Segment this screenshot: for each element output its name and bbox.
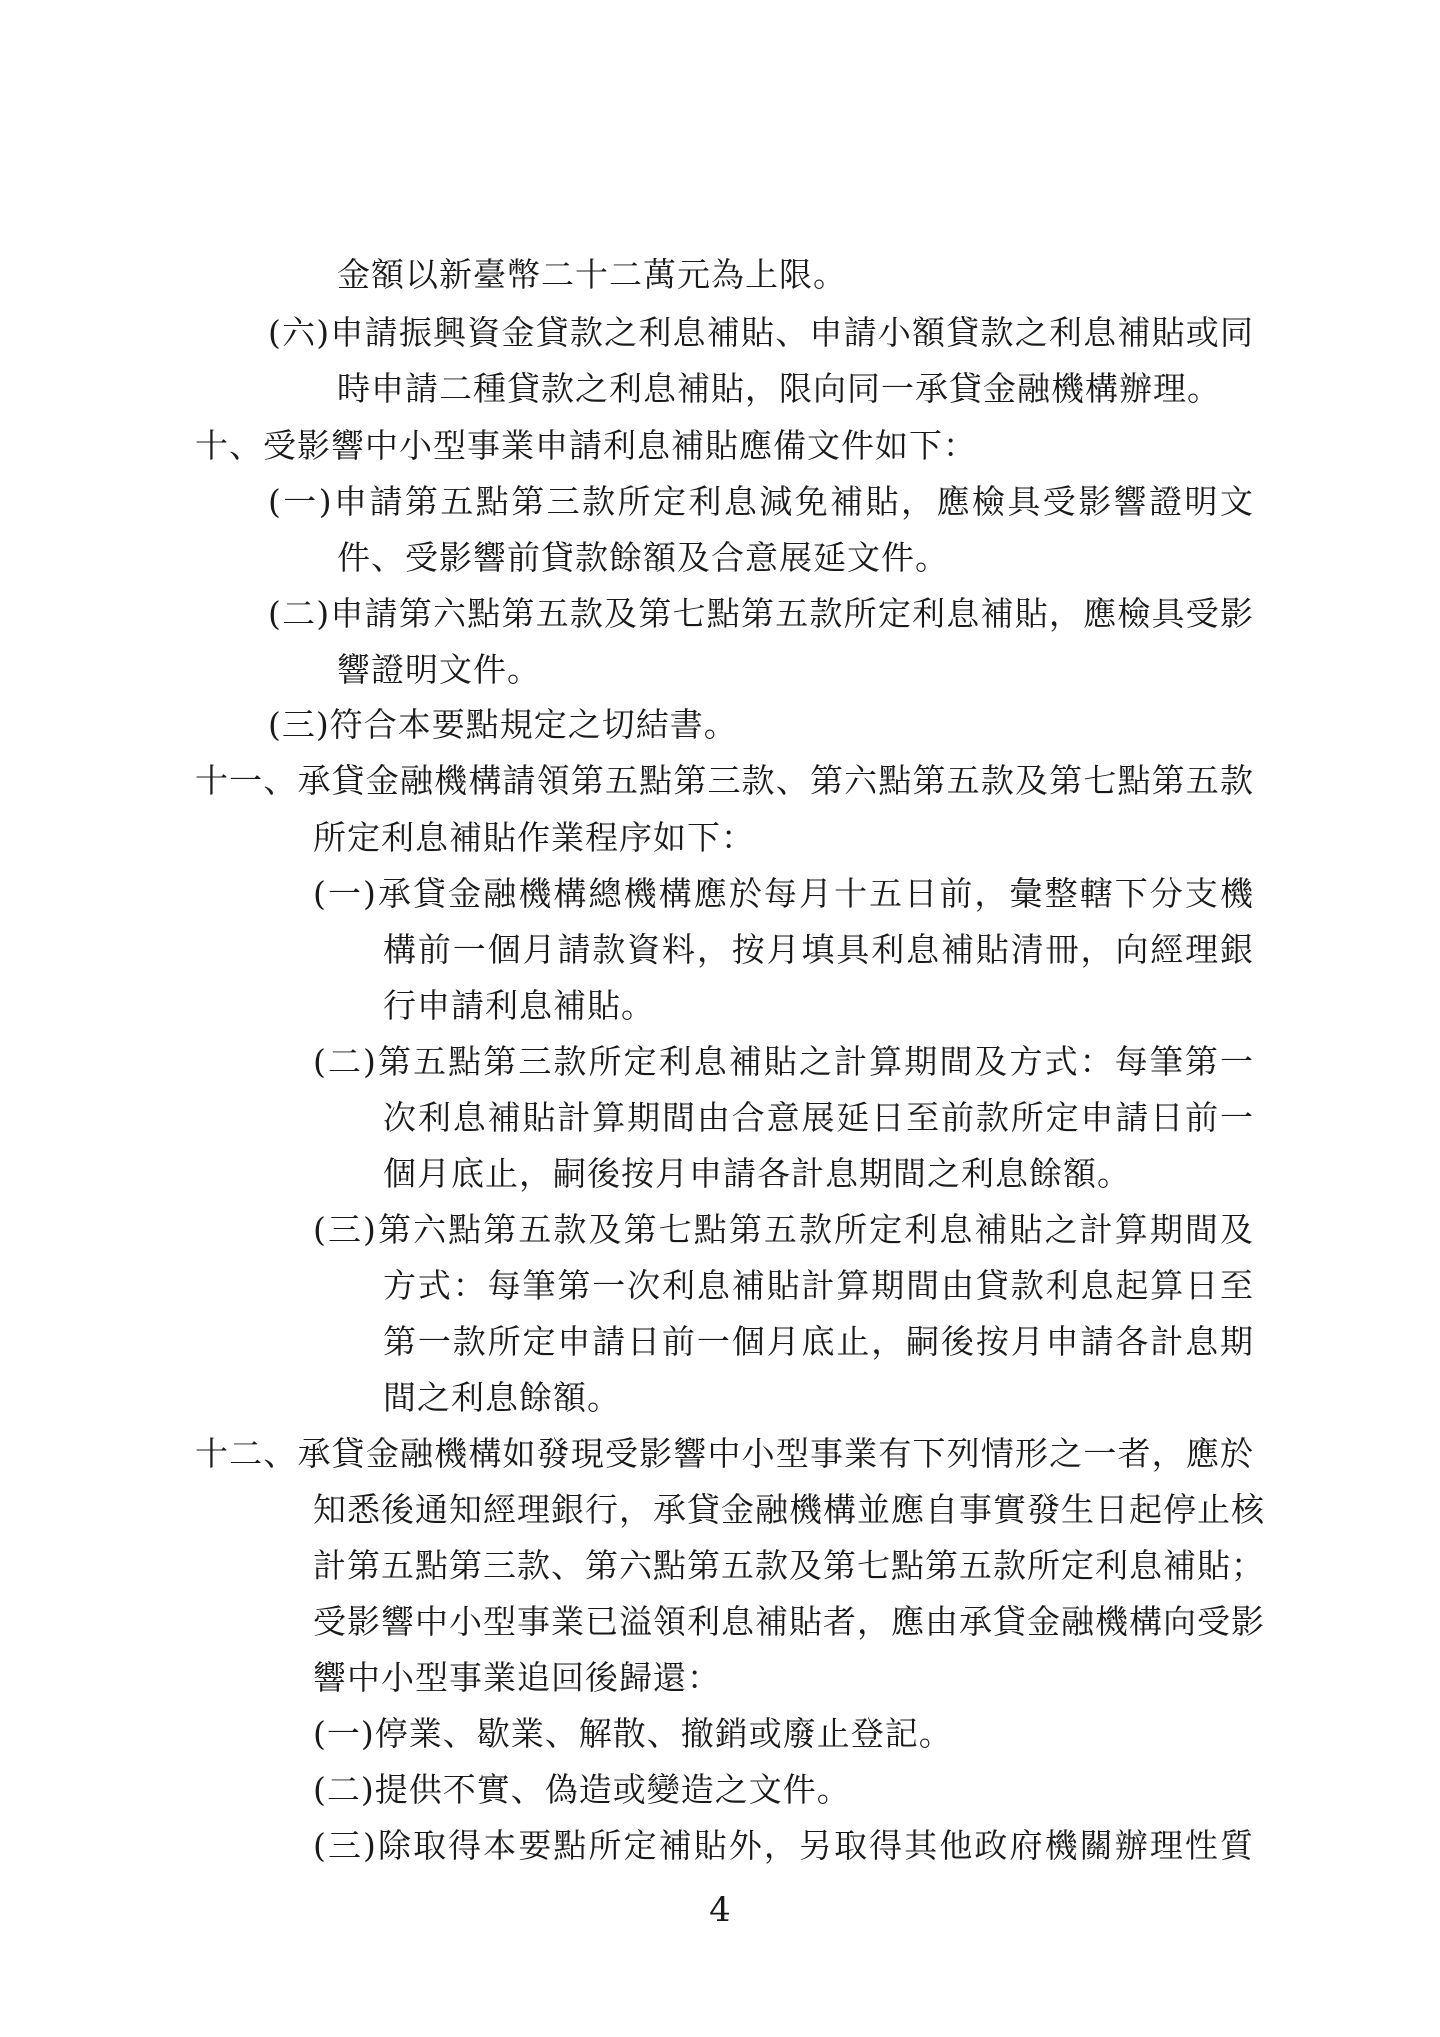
text-line: (二)申請第六點第五款及第七點第五款所定利息補貼，應檢具受影 [268, 594, 1254, 633]
text-line: 計第五點第三款、第六點第五款及第七點第五款所定利息補貼； [313, 1546, 1265, 1585]
text-line: 間之利息餘額。 [383, 1378, 621, 1417]
text-line: (一)停業、歇業、解散、撤銷或廢止登記。 [313, 1714, 953, 1753]
text-line: 金額以新臺幣二十二萬元為上限。 [337, 255, 847, 294]
text-line: (三)第六點第五款及第七點第五款所定利息補貼之計算期間及 [313, 1210, 1254, 1249]
text-line: (二)第五點第三款所定利息補貼之計算期間及方式：每筆第一 [313, 1042, 1254, 1081]
text-line: 響中小型事業追回後歸還： [313, 1658, 721, 1697]
text-line: 件、受影響前貸款餘額及合意展延文件。 [337, 538, 949, 577]
text-line: 個月底止，嗣後按月申請各計息期間之利息餘額。 [383, 1154, 1131, 1193]
text-line: (三)符合本要點規定之切結書。 [268, 705, 738, 744]
text-line: (二)提供不實、偽造或變造之文件。 [313, 1770, 851, 1809]
text-line: (三)除取得本要點所定補貼外，另取得其他政府機關辦理性質 [313, 1826, 1254, 1865]
section-heading: 十二、承貸金融機構如發現受影響中小型事業有下列情形之一者，應於 [195, 1434, 1254, 1473]
text-line: (六)申請振興資金貸款之利息補貼、申請小額貸款之利息補貼或同 [268, 313, 1254, 352]
text-line: 方式：每筆第一次利息補貼計算期間由貸款利息起算日至 [383, 1266, 1254, 1305]
text-line: 響證明文件。 [337, 650, 541, 689]
text-line: 受影響中小型事業已溢領利息補貼者，應由承貸金融機構向受影 [313, 1602, 1265, 1641]
text-line: (一)承貸金融機構總機構應於每月十五日前，彙整轄下分支機 [313, 874, 1254, 913]
page-number: 4 [709, 1890, 731, 1930]
text-line: 知悉後通知經理銀行，承貸金融機構並應自事實發生日起停止核 [313, 1490, 1265, 1529]
text-line: 構前一個月請款資料，按月填具利息補貼清冊，向經理銀 [383, 930, 1254, 969]
text-line: 所定利息補貼作業程序如下： [313, 818, 755, 857]
section-heading: 十一、承貸金融機構請領第五點第三款、第六點第五款及第七點第五款 [195, 761, 1254, 800]
text-line: 次利息補貼計算期間由合意展延日至前款所定申請日前一 [383, 1098, 1254, 1137]
text-line: 第一款所定申請日前一個月底止，嗣後按月申請各計息期 [383, 1322, 1254, 1361]
text-line: (一)申請第五點第三款所定利息減免補貼，應檢具受影響證明文 [268, 482, 1254, 521]
text-line: 行申請利息補貼。 [383, 986, 655, 1025]
section-heading: 十、受影響中小型事業申請利息補貼應備文件如下： [195, 426, 977, 465]
text-line: 時申請二種貸款之利息補貼，限向同一承貸金融機構辦理。 [337, 369, 1221, 408]
